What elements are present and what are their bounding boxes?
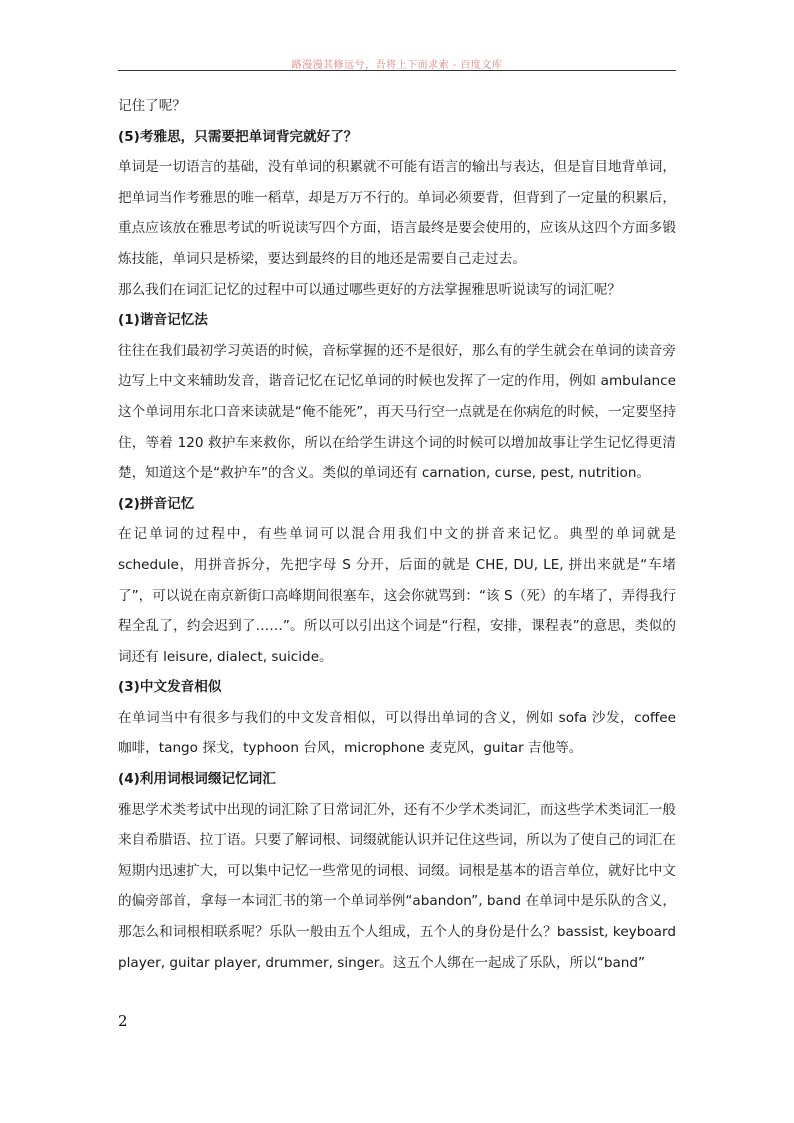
method4-paragraph: 雅思学术类考试中出现的词汇除了日常词汇外，还有不少学术类词汇，而这些学术类词汇一般来自希腊语、拉丁语。只要了解词根、词缀就能认识并记住这些词，所以为了使自己的词汇在短期内迅速扩大，可以集中记忆一些常见的词根、词缀。词根是基本的语言单位，就好比中文的偏旁部首，拿每一本词汇书的第一个单词举例“abandon”, band 在单词中是乐队的含义，那怎么和词根相联系呢？乐队一般由五个人组成，五个人的身份是什么？bassist, keyboard player, guitar player, drummer, singer。这五个人绑在一起成了乐队，所以“band” [118, 801, 681, 971]
q5-heading: (5)考雅思，只需要把单词背完就好了？ [118, 128, 358, 145]
method3-heading: (3)中文发音相似 [118, 679, 222, 696]
intro-line: 记住了呢？ [118, 98, 186, 114]
method2-paragraph: 在记单词的过程中，有些单词可以混合用我们中文的拼音来记忆。典型的单词就是 schedule，用拼音拆分，先把字母 S 分开，后面的就是 CHE, DU, LE, 拼出来就是“车堵了”，可以说在南京新街口高峰期间很塞车，这会你就骂到：“该 S（死）的车堵了，弄得我行程全乱了，约会迟到了……”。所以可以引出这个词是“行程，安排，课程表”的意思，类似的词还有 leisure, dialect, suicide。 [118, 526, 681, 665]
method4-heading: (4)利用词根词缀记忆词汇 [118, 771, 276, 788]
method1-paragraph: 往往在我们最初学习英语的时候，音标掌握的还不是很好，那么有的学生就会在单词的读音旁边写上中文来辅助发音，谐音记忆在记忆单词的时候也发挥了一定的作用，例如 ambulance 这个单词用东北口音来读就是“俺不能死”，再天马行空一点就是在你病危的时候，一定要坚持住，等着 120 救护车来救你，所以在给学生讲这个词的时候可以增加故事让学生记忆得更清楚，知道这个是“救护车”的含义。类似的单词还有 carnation, curse, pest, nutrition。 [118, 342, 681, 482]
document-body [118, 91, 681, 978]
page-header: 路漫漫其修远兮，吾将上下而求索 - 百度文库 [291, 60, 503, 71]
method2-heading: (2)拼音记忆 [118, 495, 195, 512]
method1-heading: (1)谐音记忆法 [118, 312, 208, 329]
transition-paragraph: 那么我们在词汇记忆的过程中可以通过哪些更好的方法掌握雅思听说读写的词汇呢？ [118, 281, 621, 298]
q5-paragraph: 单词是一切语言的基础，没有单词的积累就不可能有语言的输出与表达，但是盲目地背单词，把单词当作考雅思的唯一稻草，却是万万不行的。单词必须要背，但背到了一定量的积累后，重点应该放在雅思考试的听说读写四个方面，语言最终是要会使用的，应该从这四个方面多锻炼技能，单词只是桥梁，要达到最终的目的地还是需要自己走过去。 [118, 159, 676, 267]
header-divider [118, 70, 676, 71]
page-number: 2 [118, 1012, 128, 1030]
method3-paragraph: 在单词当中有很多与我们的中文发音相似，可以得出单词的含义，例如 sofa 沙发，coffee 咖啡，tango 探戈，typhoon 台风，microphone 麦克风，guitar 吉他等。 [118, 709, 681, 757]
